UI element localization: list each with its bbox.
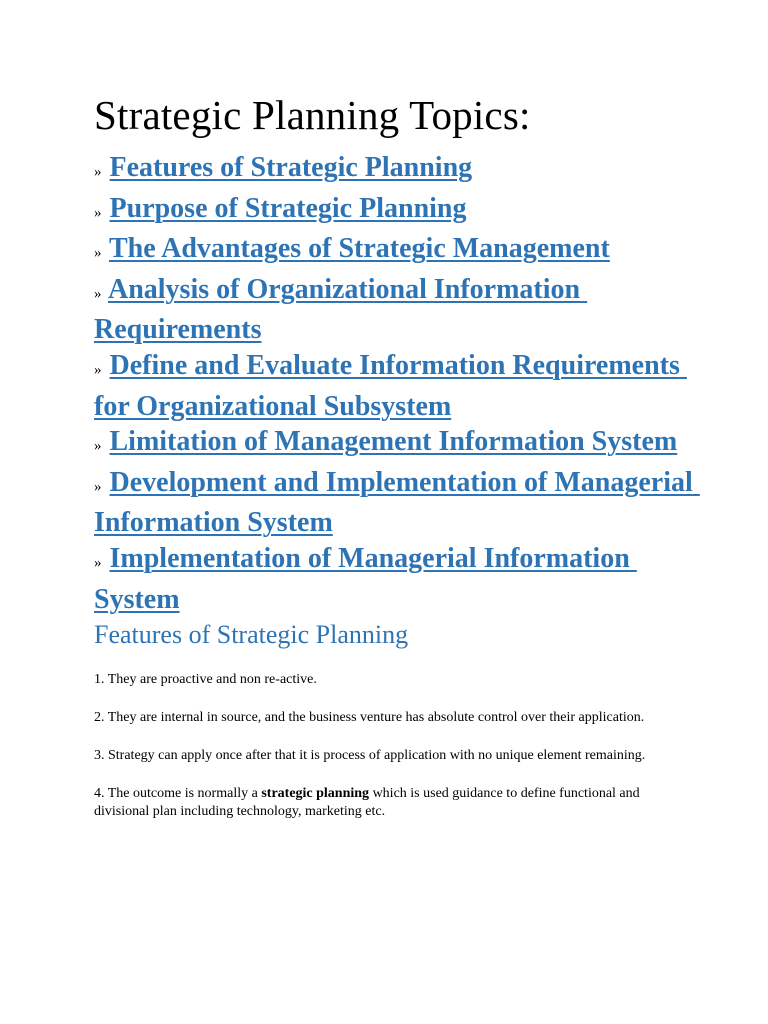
topic-link-analysis[interactable]: Analysis of Organizational Information Requirements (94, 273, 588, 346)
topics-list (94, 150, 700, 617)
topic-item (94, 424, 694, 465)
page-title: Strategic Planning Topics: (94, 92, 531, 138)
topic-item (94, 465, 700, 541)
bullet-icon: » (94, 204, 102, 221)
paragraph: 3. Strategy can apply once after that it is process of application with no unique element remaining. (94, 748, 646, 764)
topic-link-define-evaluate[interactable]: Define and Evaluate Information Requirements for Organizational Subsystem (94, 349, 687, 422)
topic-item (94, 150, 694, 191)
section-heading: Features of Strategic Planning (94, 620, 409, 650)
topic-item (94, 191, 694, 232)
section-body (94, 671, 694, 821)
topic-link-purpose[interactable]: Purpose of Strategic Planning (109, 192, 467, 224)
topic-link-features[interactable]: Features of Strategic Planning (109, 152, 473, 183)
topic-item (94, 348, 694, 424)
paragraph: 1. They are proactive and non re-active. (94, 672, 317, 688)
topic-link-implementation[interactable]: Implementation of Managerial Information System (94, 542, 637, 615)
bold-term: strategic planning (261, 786, 370, 802)
document-page (94, 84, 700, 821)
paragraph-text: which is used guidance to define functional and divisional plan including technology, marketing etc. (94, 786, 640, 820)
topic-item (94, 231, 694, 272)
topic-item (94, 541, 694, 617)
bullet-icon: » (94, 438, 102, 455)
topic-link-limitation[interactable]: Limitation of Management Information System (109, 426, 678, 458)
bullet-icon: » (94, 164, 102, 180)
bullet-icon: » (94, 285, 102, 302)
bullet-icon: » (94, 245, 102, 262)
topic-link-advantages[interactable]: The Advantages of Strategic Management (109, 233, 610, 265)
paragraph (94, 785, 694, 821)
topic-link-development[interactable]: Development and Implementation of Managerial Information System (94, 466, 700, 539)
paragraph-text: 4. The outcome is normally a (94, 786, 262, 802)
bullet-icon: » (94, 478, 102, 495)
bullet-icon: » (94, 554, 102, 571)
paragraph: 2. They are internal in source, and the business venture has absolute control over their application. (94, 710, 645, 726)
bullet-icon: » (94, 361, 102, 378)
topic-item (94, 272, 694, 348)
